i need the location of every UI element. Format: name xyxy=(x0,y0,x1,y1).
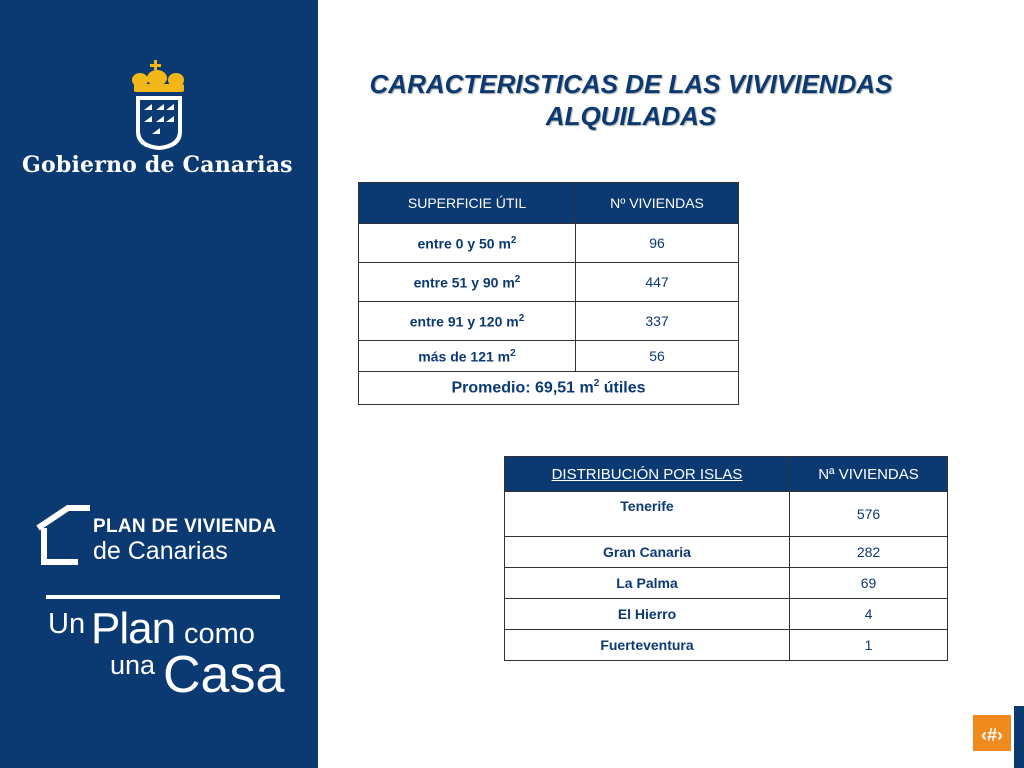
promedio-cell: Promedio: 69,51 $m^2$ útiles xyxy=(359,372,739,405)
column-header-viviendas: Nº VIVIENDAS xyxy=(576,183,739,224)
table-footer-row xyxy=(359,372,739,405)
row-value: 69 xyxy=(790,568,948,599)
table-header-row xyxy=(359,183,739,224)
row-value: 447 xyxy=(576,263,739,302)
row-value: 576 xyxy=(790,492,948,537)
slogan-como: como xyxy=(184,618,255,650)
table-row xyxy=(505,599,948,630)
slide-corner-decoration xyxy=(1014,706,1024,768)
superficie-table xyxy=(358,182,739,405)
row-value: 56 xyxy=(576,341,739,372)
table-row xyxy=(505,492,948,537)
slogan-un: Un xyxy=(48,608,86,640)
table-row xyxy=(359,224,739,263)
row-label: entre 91 y 120 $m^2$ xyxy=(359,302,576,341)
table-row xyxy=(359,341,739,372)
row-label: El Hierro xyxy=(505,599,790,630)
row-value: 282 xyxy=(790,537,948,568)
row-value: 337 xyxy=(576,302,739,341)
table-row xyxy=(505,630,948,661)
table-row xyxy=(505,537,948,568)
page-title xyxy=(318,68,944,132)
sidebar-panel xyxy=(0,0,318,768)
row-label: Fuerteventura xyxy=(505,630,790,661)
slogan-una: una xyxy=(110,650,156,680)
crest-icon xyxy=(130,60,188,152)
slide-number-badge: ‹#› xyxy=(971,713,1013,753)
column-header-islas: DISTRIBUCIÓN POR ISLAS xyxy=(505,457,790,492)
table-row xyxy=(505,568,948,599)
row-value: 96 xyxy=(576,224,739,263)
slogan-plan: Plan xyxy=(91,604,176,653)
islas-table xyxy=(504,456,948,661)
slogan-casa: Casa xyxy=(163,646,285,704)
row-value: 1 xyxy=(790,630,948,661)
row-label: entre 0 y 50 $m^2$ xyxy=(359,224,576,263)
plan-title: PLAN DE VIVIENDA xyxy=(93,516,277,537)
table-row xyxy=(359,302,739,341)
row-label: más de 121 $m^2$ xyxy=(359,341,576,372)
row-label: Gran Canaria xyxy=(505,537,790,568)
row-label: entre 51 y 90 $m^2$ xyxy=(359,263,576,302)
title-line-2: ALQUILADAS xyxy=(545,101,717,131)
title-line-1: CARACTERISTICAS DE LAS VIVIVIENDAS xyxy=(369,69,893,99)
row-label: La Palma xyxy=(505,568,790,599)
divider xyxy=(46,595,280,599)
org-name: Gobierno de Canarias xyxy=(22,152,293,178)
row-value: 4 xyxy=(790,599,948,630)
table-row xyxy=(359,263,739,302)
column-header-viviendas: Nª VIVIENDAS xyxy=(790,457,948,492)
column-header-superficie: SUPERFICIE ÚTIL xyxy=(359,183,576,224)
row-label: Tenerife xyxy=(505,492,790,537)
table-header-row xyxy=(505,457,948,492)
plan-subtitle: de Canarias xyxy=(93,537,228,565)
